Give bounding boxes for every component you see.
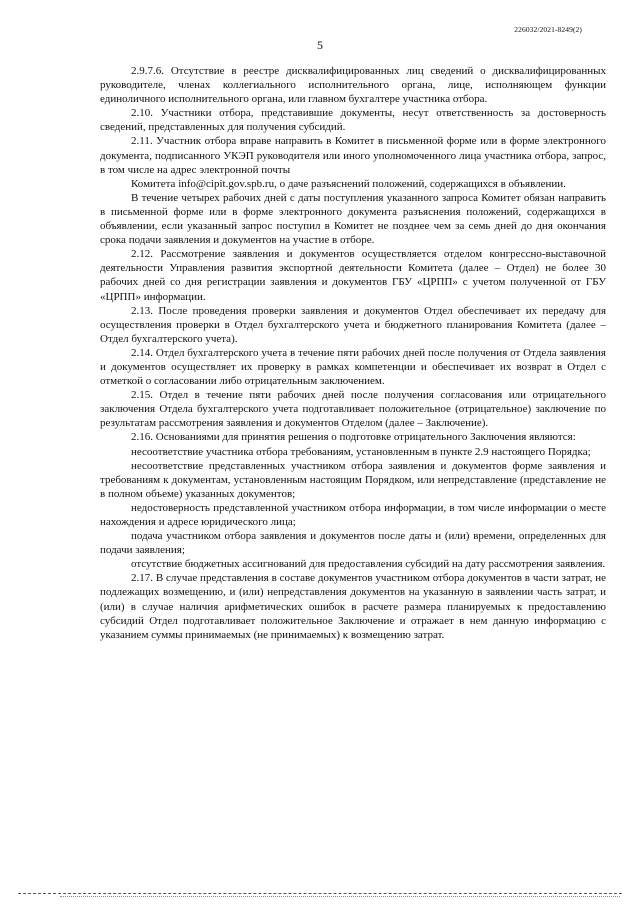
paragraph-email: Комитета info@cipit.gov.spb.ru, о даче разъяснений положений, содержащихся в объявлении. xyxy=(131,177,566,190)
paragraph-2-11: 2.11. Участник отбора вправе направить в Комитет в письменной форме или в форме электронного документа, подписанного УКЭП руководителя или иного уполномоченного лица участника отбора, запрос, в том числе на адрес электронной почты xyxy=(100,135,606,176)
paragraph-2-9-7-6: 2.9.7.6. Отсутствие в реестре дисквалифицированных лиц сведений о дисквалифицированных руководителе, членах коллегиального исполнительного органа, лице, исполняющем функции единоличного исполнительного органа, или главном бухгалтере участника отбора. xyxy=(100,65,606,106)
page-number: 5 xyxy=(317,38,323,52)
document-id: 226032/2021-8249(2) xyxy=(514,25,582,34)
paragraph-2-14: 2.14. Отдел бухгалтерского учета в течение пяти рабочих дней после получения от Отдела заявления и документов осуществляет их проверку в рамках компетенции и обеспечивает их возврат в Отдел с отметкой о согласовании либо отрицательным заключением. xyxy=(100,346,606,388)
paragraph-2-13: 2.13. После проведения проверки заявления и документов Отдел обеспечивает их передачу для осуществления проверки в Отдел бухгалтерского учета и бюджетного планирования Комитета (далее – Отдел бухгалтерского учета). xyxy=(100,304,606,345)
list-item: подача участником отбора заявления и документов после даты и (или) времени, определенных для подачи заявления; xyxy=(100,530,606,557)
list-item: недостоверность представленной участником отбора информации, в том числе информации о месте нахождения и адресе юридического лица; xyxy=(100,501,606,528)
paragraph-2-17: 2.17. В случае представления в составе документов участником отбора документов в части затрат, не подлежащих возмещению, и (или) непредставления документов на указанную в заявлении часть затрат, и (или) в случае наличия арифметических ошибок в расчете размера планируемых к предоставлению субсидий Отдел подготавливает положительное Заключение и отражает в нем данную информацию с указанием суммы принимаемых (не принимаемых) к возмещению затрат. xyxy=(100,572,606,641)
paragraph-2-15: 2.15. Отдел в течение пяти рабочих дней после получения согласования или отрицательного заключения Отдела бухгалтерского учета подготавливает положительное (отрицательное) заключение по результатам рассмотрения заявления и документов Отделом (далее – Заключение). xyxy=(100,389,606,430)
scan-artifact-line xyxy=(18,893,622,894)
list-item: несоответствие участника отбора требованиям, установленным в пункте 2.9 настоящего Порядка; xyxy=(131,445,591,458)
scan-artifact-line xyxy=(60,896,620,897)
paragraph-response-period: В течение четырех рабочих дней с даты поступления указанного запроса Комитет обязан направить в письменной форме или в форме электронного документа разъяснения положений, содержащихся в объявлении, если указанный запрос поступил в Комитет не позднее чем за семь дней до дня окончания срока подачи заявления и документов на участие в отборе. xyxy=(100,191,606,247)
list-item: отсутствие бюджетных ассигнований для предоставления субсидий на дату рассмотрения заявления. xyxy=(131,558,606,571)
paragraph-2-12: 2.12. Рассмотрение заявления и документов осуществляется отделом конгрессно-выставочной деятельности Управления развития экспортной деятельности Комитета (далее – Отдел) не более 30 рабочих дней со дня регистрации заявления и документов ГБУ «ЦРПП» с учетом полученной от ГБУ «ЦРПП» информации. xyxy=(100,248,606,303)
document-body xyxy=(100,64,606,642)
list-item: несоответствие представленных участником отбора заявления и документов форме заявления и требованиям к документам, установленным настоящим Порядком, или непредставление (представление не в полном объеме) указанных документов; xyxy=(100,459,606,500)
paragraph-2-16: 2.16. Основаниями для принятия решения о подготовке отрицательного Заключения являются: xyxy=(131,431,576,444)
paragraph-2-10: 2.10. Участники отбора, представившие документы, несут ответственность за достоверность сведений, представленных для получения субсидий. xyxy=(100,107,606,134)
